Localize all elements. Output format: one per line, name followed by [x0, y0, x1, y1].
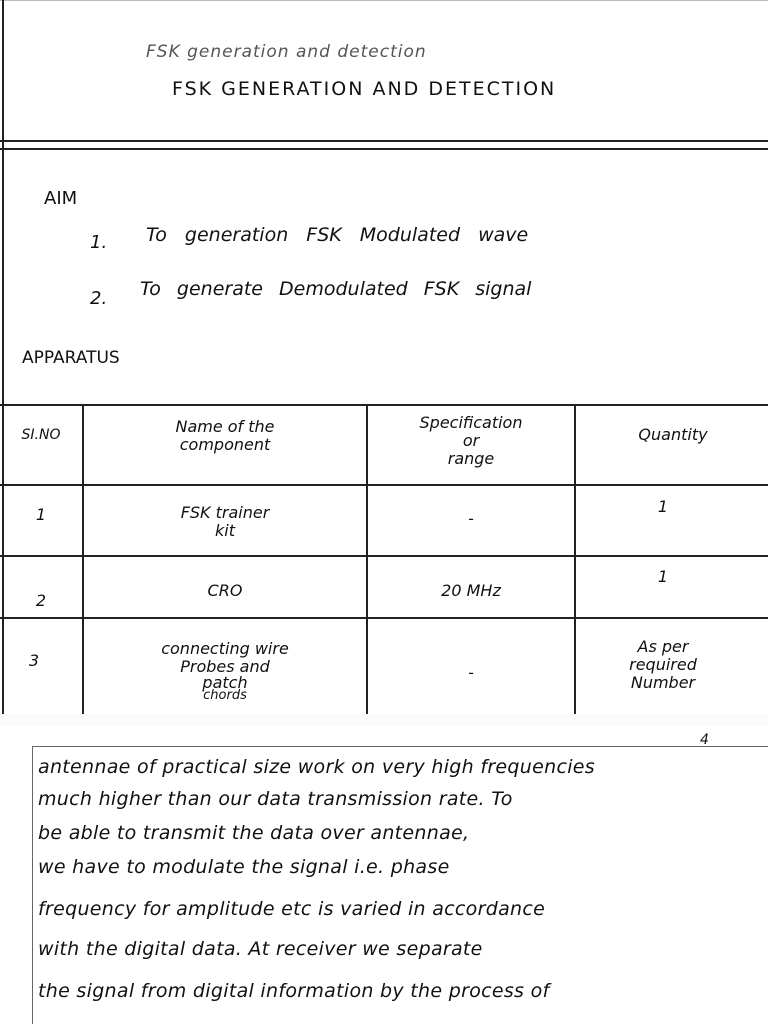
body-text-line-4: we have to modulate the signal i.e. phase — [38, 856, 450, 878]
table-col-rule-3 — [574, 404, 576, 714]
table-row-1-rule — [0, 555, 768, 557]
row-3-name-line-4: chords — [203, 688, 247, 703]
header-name-line-1: Name of the — [175, 417, 275, 436]
table-row-3-name — [86, 640, 364, 702]
header-name-line-2: component — [179, 435, 271, 454]
row-2-name-line-1: CRO — [207, 581, 243, 600]
row-3-name-line-2: Probes and — [180, 657, 270, 676]
row-3-qty-line-3: Number — [630, 673, 696, 692]
table-col-rule-1 — [82, 404, 84, 714]
heading-subtitle: FSK generation and detection — [146, 42, 427, 62]
header-spec-line-2: or — [462, 431, 480, 450]
row-1-name-line-1: FSK trainer — [180, 503, 270, 522]
page-2-margin-rule — [32, 746, 33, 1024]
table-header-rule — [0, 484, 768, 486]
row-3-qty-line-2: required — [629, 655, 697, 674]
header-divider-1 — [0, 140, 768, 142]
page-top-edge — [0, 0, 768, 1]
table-row-2-rule — [0, 617, 768, 619]
body-text-line-1: antennae of practical size work on very high frequencies — [38, 756, 595, 778]
table-header-name — [86, 418, 364, 454]
row-3-name-line-1: connecting wire — [161, 639, 289, 658]
header-spec-line-3: range — [447, 449, 495, 468]
aim-item-2-number: 2. — [90, 288, 108, 309]
table-row-3-sno: 3 — [28, 651, 40, 670]
aim-item-1-text: To generation FSK Modulated wave — [146, 224, 529, 246]
header-spec-line-1: Specification — [419, 413, 523, 432]
page-2-top-rule — [32, 746, 768, 747]
document-page-2 — [0, 726, 768, 1024]
body-text-line-6: with the digital data. At receiver we separate — [38, 938, 483, 960]
table-row-2-name — [86, 582, 364, 600]
aim-label: AIM — [44, 188, 78, 209]
body-text-line-5: frequency for amplitude etc is varied in accordance — [38, 898, 546, 920]
page-gap — [0, 714, 768, 726]
body-text-line-3: be able to transmit the data over antennae, — [38, 822, 470, 844]
table-header-sno: SI.NO — [21, 427, 61, 443]
table-row-1-qty: 1 — [657, 497, 669, 516]
table-row-2-sno: 2 — [35, 591, 47, 610]
header-divider-2 — [0, 148, 768, 150]
row-1-name-line-2: kit — [215, 521, 235, 540]
table-header-qty: Quantity — [638, 425, 708, 444]
table-row-2-spec: 20 MHz — [441, 581, 501, 600]
aim-item-2-text: To generate Demodulated FSK signal — [140, 278, 532, 300]
table-col-rule-2 — [366, 404, 368, 714]
row-3-qty-line-1: As per — [637, 637, 689, 656]
page-title: FSK GENERATION AND DETECTION — [172, 78, 557, 100]
apparatus-label: APPARATUS — [22, 348, 120, 368]
body-text-line-2: much higher than our data transmission rate. To — [38, 788, 513, 810]
page-number: 4 — [700, 732, 709, 748]
body-text-line-7: the signal from digital information by the process of — [38, 980, 550, 1002]
table-top-rule — [0, 404, 768, 406]
table-row-3-qty — [578, 638, 748, 692]
table-row-1-spec: - — [468, 509, 474, 528]
table-row-1-sno: 1 — [35, 505, 47, 524]
table-row-1-name — [86, 504, 364, 540]
table-header-spec — [370, 414, 572, 468]
table-row-3-spec: - — [468, 663, 474, 682]
row-3-name-line-3: patch — [202, 673, 248, 692]
table-row-2-qty: 1 — [657, 567, 669, 586]
aim-item-1-number: 1. — [90, 232, 108, 253]
